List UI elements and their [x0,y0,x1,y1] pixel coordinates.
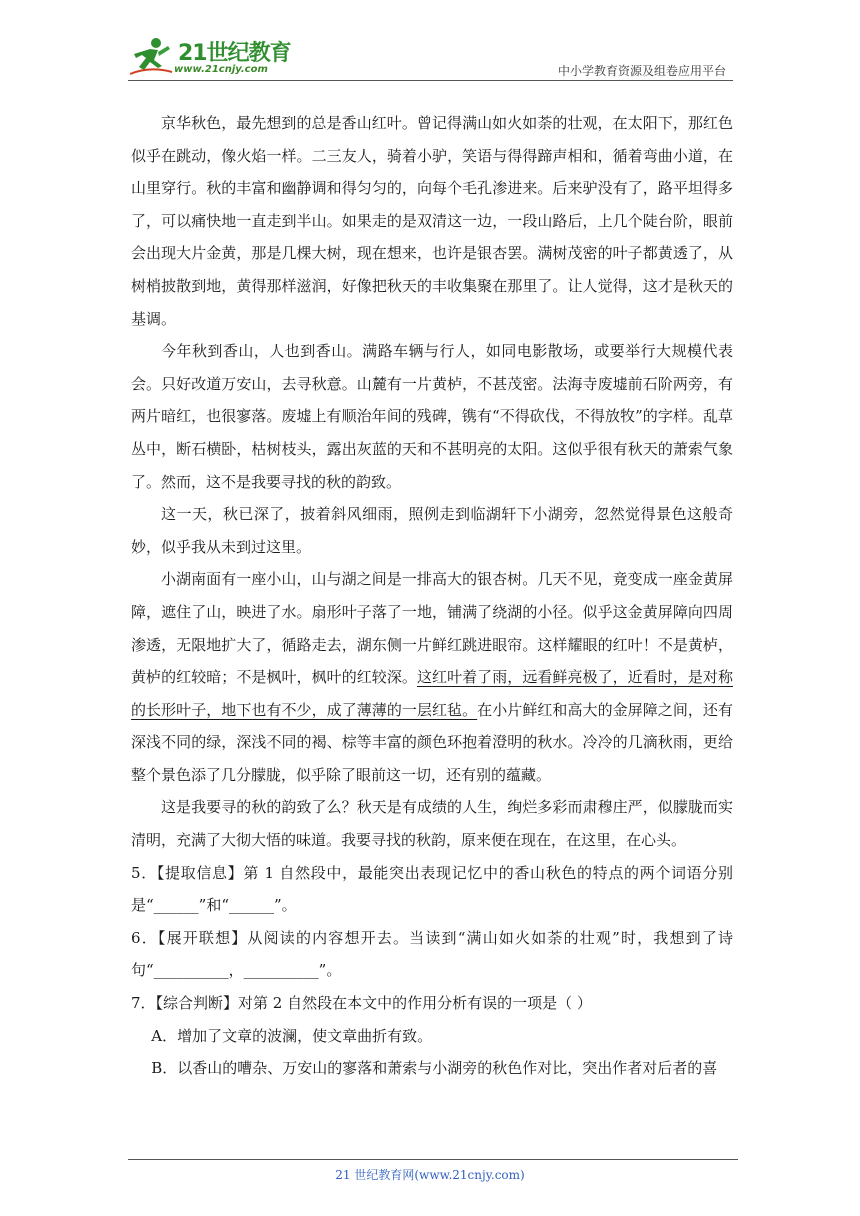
logo-url: www.21cnjy.com [174,64,268,75]
document-body [131,107,733,1085]
runner-logo-icon [128,36,176,78]
question-5: 5．【提取信息】第 1 自然段中，最能突出表现记忆中的香山秋色的特点的两个词语分别是“______”和“______”。 [131,863,733,915]
header-divider [128,80,733,81]
passage-paragraph-4 [131,563,733,791]
question-7-option-a: A．增加了文章的波澜，使文章曲折有致。 [151,1026,433,1045]
header-platform-text: 中小学教育资源及组卷应用平台 [557,64,726,78]
question-7-option-b: B．以香山的嘈杂、万安山的寥落和萧索与小湖旁的秋色作对比，突出作者对后者的喜 [151,1059,718,1078]
page-footer: 21 世纪教育网(www.21cnjy.com) [335,1168,525,1182]
paragraph-4-part-b: 在小片鲜红和高大的金屏障之间，还有深浅不同的绿，深浅不同的褐、棕等丰富的颜色环抱着澄明的秋水。冷冷的几滴秋雨，更给整个景色添了几分朦胧，似乎除了眼前这一切，还有别的蕴藏。 [131,700,733,784]
passage-paragraph-5: 这是我要寻的秋的韵致了么？秋天是有成绩的人生，绚烂多彩而肃穆庄严，似朦胧而实清明，充满了大彻大悟的味道。我要寻找的秋韵，原来便在现在，在这里，在心头。 [131,798,733,850]
question-6: 6．【展开联想】从阅读的内容想开去。当读到“满山如火如荼的壮观”时，我想到了诗句“__________，__________”。 [131,928,733,980]
passage-paragraph-1: 京华秋色，最先想到的总是香山红叶。曾记得满山如火如荼的壮观，在太阳下，那红色似乎在跳动，像火焰一样。二三友人，骑着小驴，笑语与得得蹄声相和，循着弯曲小道，在山里穿行。秋的丰富和幽静调和得匀匀的，向每个毛孔渗进来。后来驴没有了，路平坦得多了，可以痛快地一直走到半山。如果走的是双清这一边，一段山路后，上几个陡台阶，眼前会出现大片金黄，那是几棵大树，现在想来，也许是银杏罢。满树茂密的叶子都黄透了，从树梢披散到地，黄得那样滋润，好像把秋天的丰收集聚在那里了。让人觉得，这才是秋天的基调。 [131,114,733,328]
underlined-sentence: 这红叶着了雨，远看鲜亮极了，近看时，是对称的长形叶子，地下也有不少，成了薄薄的一层红毡。 [131,668,733,719]
paragraph-4-part-a: 小湖南面有一座小山，山与湖之间是一排高大的银杏树。几天不见，竟变成一座金黄屏障，遮住了山，映进了水。扇形叶子落了一地，铺满了绕湖的小径。似乎这金黄屏障向四周渗透，无限地扩大了，循路走去，湖东侧一片鲜红跳进眼帘。这样耀眼的红叶！不是黄栌，黄栌的红较暗；不是枫叶，枫叶的红较深。 [131,570,733,687]
footer-divider [128,1159,738,1160]
passage-paragraph-3: 这一天，秋已深了，披着斜风细雨，照例走到临湖轩下小湖旁，忽然觉得景色这般奇妙，似乎我从未到过这里。 [131,505,733,556]
page-header [128,30,730,82]
logo [128,36,298,78]
passage-paragraph-2: 今年秋到香山，人也到香山。满路车辆与行人，如同电影散场，或要举行大规模代表会。只好改道万安山，去寻秋意。山麓有一片黄栌，不甚茂密。法海寺废墟前石阶两旁，有两片暗红，也很寥落。废墟上有顺治年间的残碑，镌有“不得砍伐，不得放牧”的字样。乱草丛中，断石横卧，枯树枝头，露出灰蓝的天和不甚明亮的太阳。这似乎很有秋天的萧索气象了。然而，这不是我要寻找的秋的韵致。 [131,342,733,491]
logo-title: 21世纪教育 [178,41,291,66]
question-7: 7．【综合判断】对第 2 自然段在本文中的作用分析有误的一项是（ ） [131,994,592,1013]
